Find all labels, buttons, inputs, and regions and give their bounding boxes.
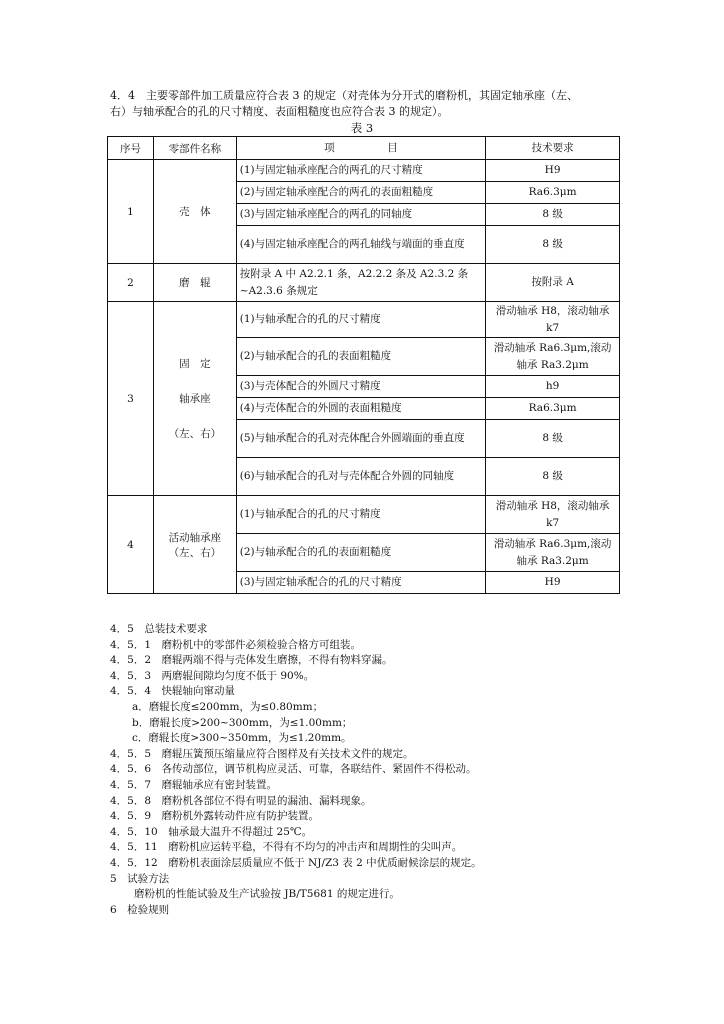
row-item: (2)与轴承配合的孔的表面粗糙度 — [236, 338, 485, 376]
note-line: a．磨辊长度≤200mm，为≤0.80mm； — [132, 700, 324, 713]
part-line: 固 定 — [179, 358, 211, 370]
row-item: (1)与轴承配合的孔的尺寸精度 — [236, 302, 485, 338]
header-part: 零部件名称 — [153, 137, 236, 160]
group-seq: 2 — [108, 264, 154, 302]
group-part: 壳 体 — [153, 160, 236, 264]
table-row — [108, 496, 620, 534]
row-req: H9 — [486, 572, 620, 594]
table-caption: 表 3 — [350, 121, 374, 135]
group-seq: 4 — [108, 496, 154, 594]
note-line: 5 试验方法 — [110, 872, 170, 885]
note-line: 4．5．7 磨辊轴承应有密封装置。 — [110, 778, 278, 791]
table-row — [108, 264, 620, 302]
table-header-row — [108, 137, 620, 160]
row-item: (4)与壳体配合的外圆的表面粗糙度 — [236, 398, 485, 420]
row-item: (1)与轴承配合的孔的尺寸精度 — [236, 496, 485, 534]
row-item: (2)与轴承配合的孔的表面粗糙度 — [236, 534, 485, 572]
row-item: (2)与固定轴承座配合的两孔的表面粗糙度 — [236, 182, 485, 204]
note-line: 6 检验规则 — [110, 903, 170, 916]
intro-line-2: 右）与轴承配合的孔的尺寸精度、表面粗糙度也应符合表 3 的规定）。 — [110, 105, 449, 118]
notes-section — [110, 622, 630, 918]
group-part — [153, 496, 236, 594]
row-item: (3)与壳体配合的外圆尺寸精度 — [236, 376, 485, 398]
intro-line-1: 4．4 主要零部件加工质量应符合表 3 的规定（对壳体为分开式的磨粉机，其固定轴承座（左、 — [110, 89, 578, 102]
row-req: Ra6.3μm — [486, 398, 620, 420]
row-req: 8 级 — [486, 226, 620, 264]
group-part — [153, 302, 236, 496]
spec-table — [107, 136, 620, 594]
table-body — [108, 160, 620, 594]
row-req: 滑动轴承 H8，滚动轴承 k7 — [486, 302, 620, 338]
note-line: 4．5 总装技术要求 — [110, 623, 208, 635]
note-line: 4．5．1 磨粉机中的零部件必须检验合格方可组装。 — [110, 638, 362, 651]
row-item: (4)与固定轴承座配合的两孔轴线与端面的垂直度 — [236, 226, 485, 264]
part-line: （左、右） — [168, 546, 222, 559]
note-line: b．磨辊长度>200~300mm，为≤1.00mm； — [132, 716, 353, 729]
note-line: 4．5．5 磨辊压簧预压缩量应符合图样及有关技术文件的规定。 — [110, 747, 414, 760]
part-line: （左、右） — [168, 428, 222, 440]
table-row — [108, 302, 620, 338]
note-line: 4．5．3 两磨辊间隙均匀度不低于 90%。 — [110, 669, 315, 682]
header-req: 技术要求 — [486, 137, 620, 160]
row-req: h9 — [486, 376, 620, 398]
row-req: 滑动轴承 Ra6.3μm,滚动轴承 Ra3.2μm — [486, 338, 620, 376]
group-part: 磨 辊 — [153, 264, 236, 302]
row-req: 按附录 A — [486, 264, 620, 302]
row-item: 按附录 A 中 A2.2.1 条，A2.2.2 条及 A2.3.2 条~A2.3.6 条规定 — [236, 264, 485, 302]
row-req: 滑动轴承 H8，滚动轴承 k7 — [486, 496, 620, 534]
group-seq: 3 — [108, 302, 154, 496]
part-line: 活动轴承座 — [168, 531, 222, 544]
part-line: 轴承座 — [179, 393, 211, 405]
note-line: 4．5．9 磨粉机外露转动件应有防护装置。 — [110, 810, 320, 823]
note-line: c．磨辊长度>300~350mm，为≤1.20mm。 — [132, 732, 352, 745]
row-req: 8 级 — [486, 420, 620, 458]
note-line: 4．5．12 磨粉机表面涂层质量应不低于 NJ/Z3 表 2 中优质耐候涂层的规定。 — [110, 856, 482, 869]
note-line: 4．5．10 轴承最大温升不得超过 25℃。 — [110, 825, 313, 838]
row-item: (3)与固定轴承配合的孔的尺寸精度 — [236, 572, 485, 594]
row-item: (3)与固定轴承座配合的两孔的同轴度 — [236, 204, 485, 226]
header-seq: 序号 — [108, 137, 154, 160]
row-req: Ra6.3μm — [486, 182, 620, 204]
note-line: 4．5．6 各传动部位，调节机构应灵活、可靠，各联结件、紧固件不得松动。 — [110, 763, 477, 776]
note-line: 4．5．2 磨辊两端不得与壳体发生磨擦，不得有物料穿漏。 — [110, 654, 393, 667]
note-line: 4．5．8 磨粉机各部位不得有明显的漏油、漏料现象。 — [110, 794, 372, 807]
note-line: 4．5．4 快辊轴向窜动量 — [110, 685, 236, 698]
row-req: 8 级 — [486, 204, 620, 226]
row-req: 滑动轴承 Ra6.3μm,滚动轴承 Ra3.2μm — [486, 534, 620, 572]
row-item: (5)与轴承配合的孔对壳体配合外圆端面的垂直度 — [236, 420, 485, 458]
note-line: 磨粉机的性能试验及生产试验按 JB/T5681 的规定进行。 — [134, 888, 400, 901]
group-seq: 1 — [108, 160, 154, 264]
table-row — [108, 160, 620, 182]
note-line: 4．5．11 磨粉机应运转平稳，不得有不均匀的冲击声和周期性的尖叫声。 — [110, 841, 463, 854]
row-item: (6)与轴承配合的孔对与壳体配合外圆的同轴度 — [236, 458, 485, 496]
row-req: 8 级 — [486, 458, 620, 496]
row-item: (1)与固定轴承座配合的两孔的尺寸精度 — [236, 160, 485, 182]
header-item: 项 目 — [236, 137, 485, 160]
row-req: H9 — [486, 160, 620, 182]
